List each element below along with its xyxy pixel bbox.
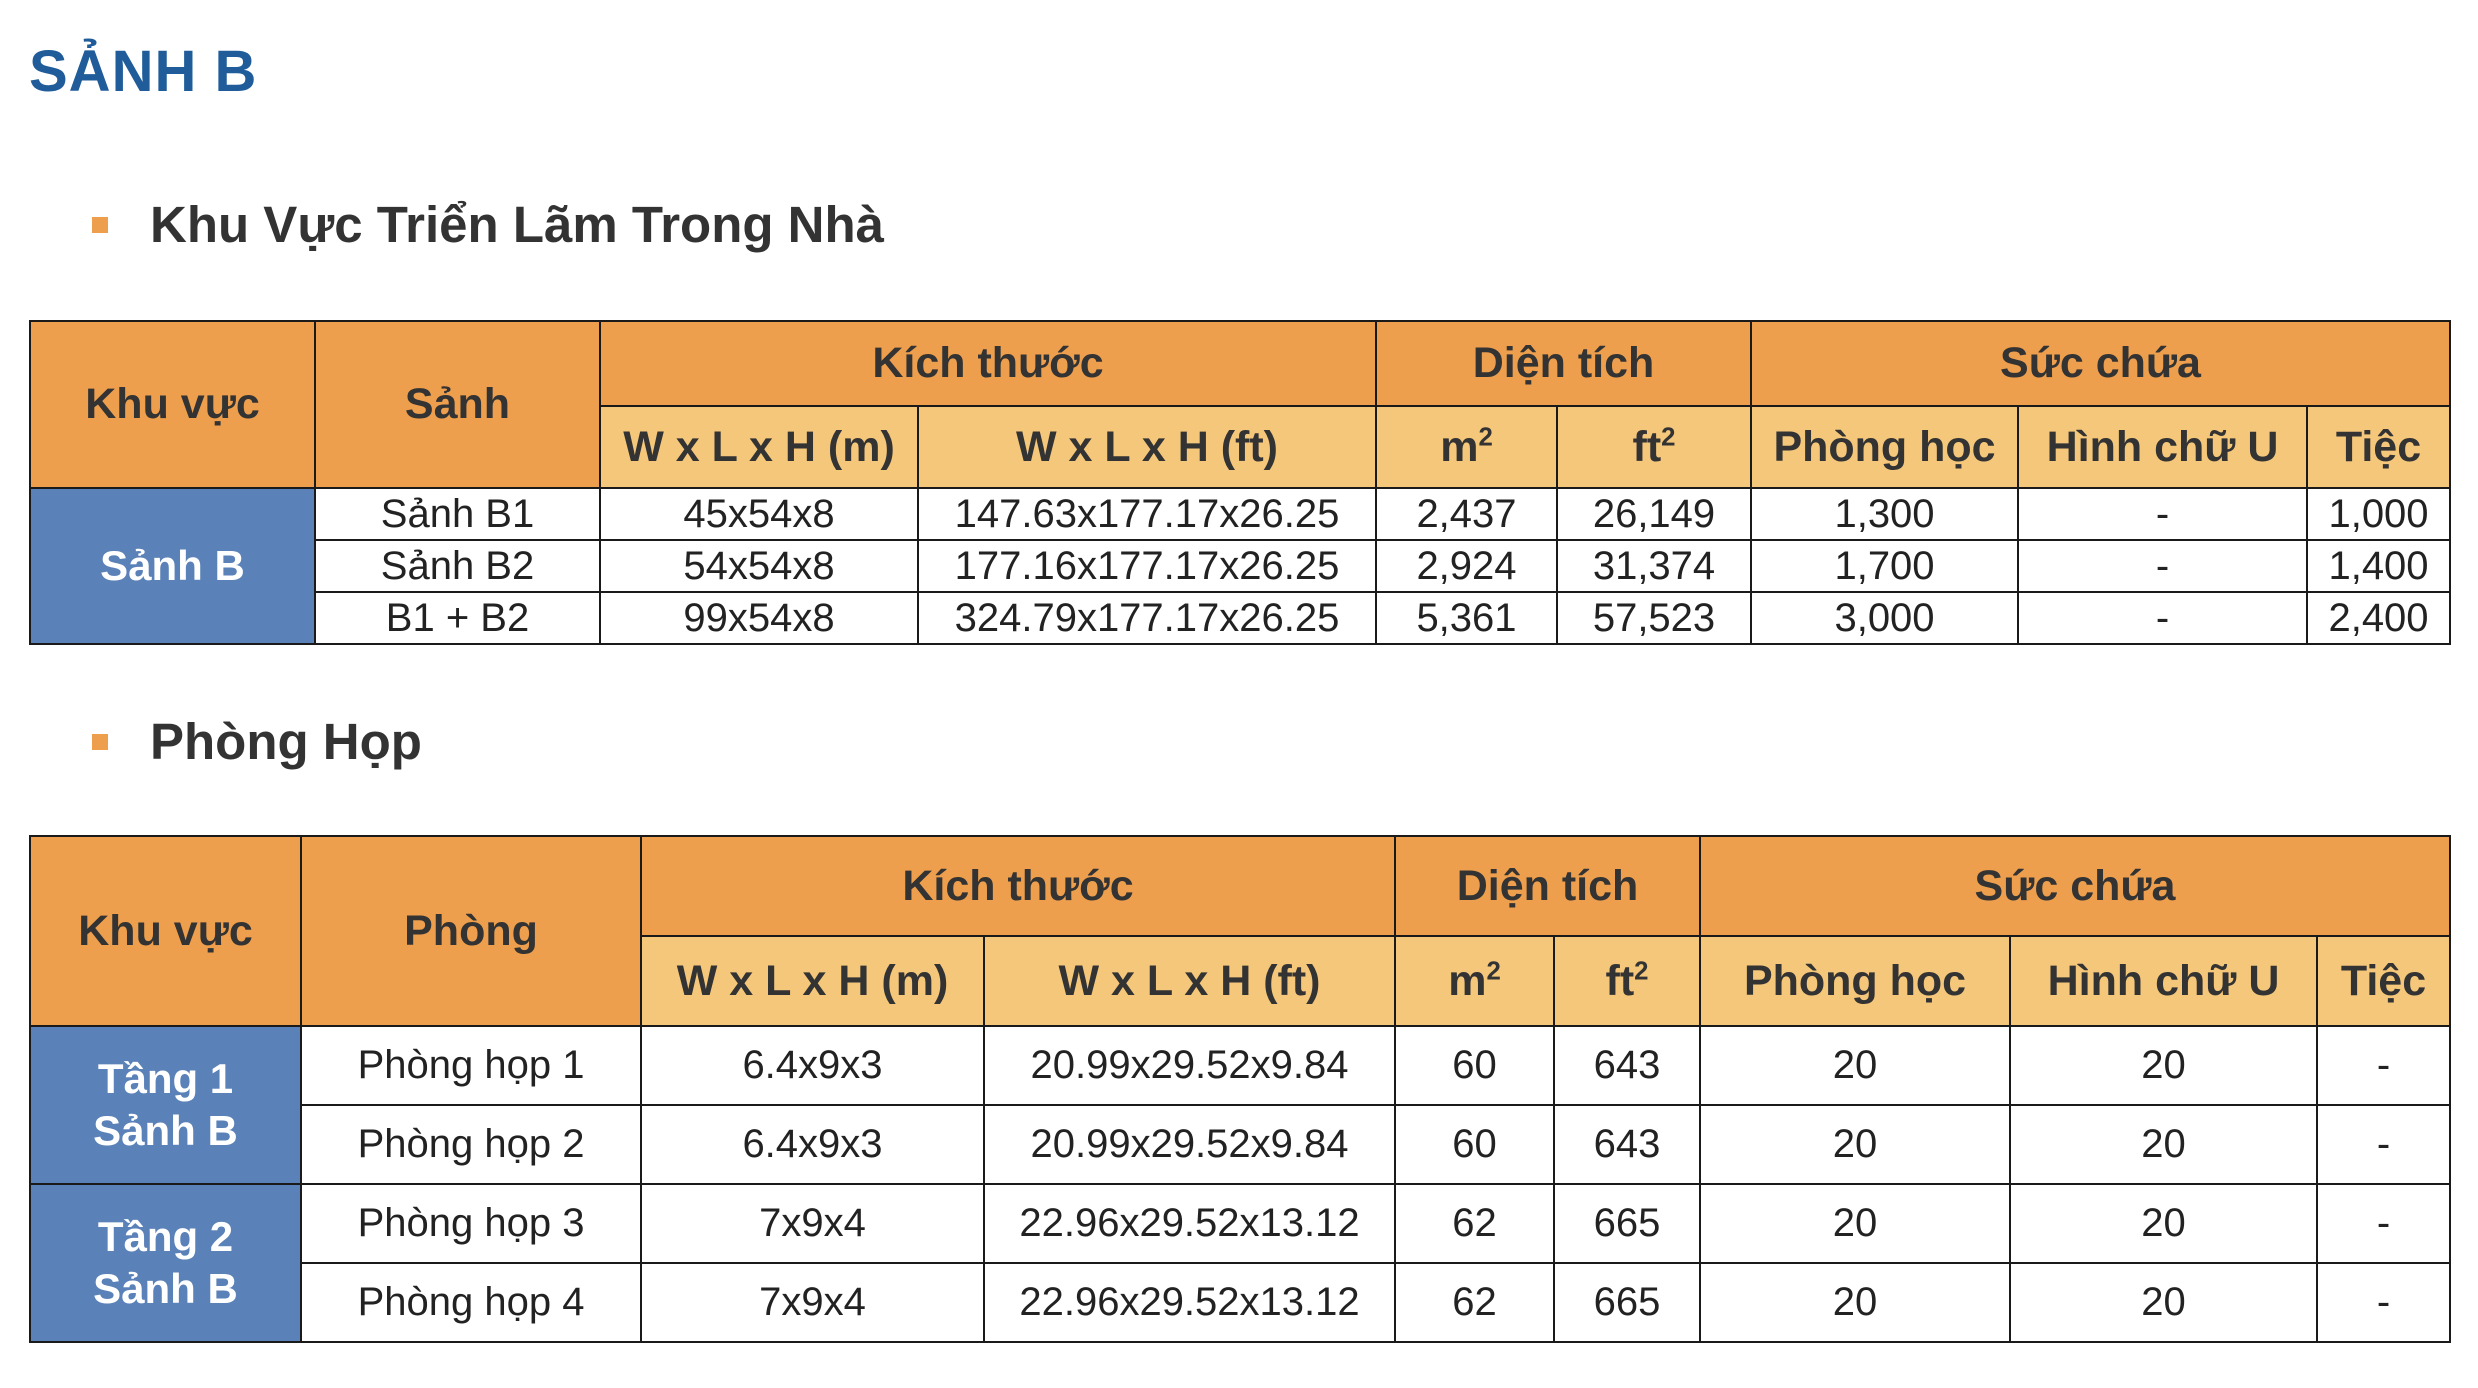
header-banquet: Tiệc [2307,406,2450,488]
header-area: Khu vực [30,321,315,488]
m2-cell: 60 [1395,1105,1554,1184]
size-ft-cell: 22.96x29.52x13.12 [984,1263,1395,1342]
header-room: Phòng [301,836,641,1026]
ft2-cell: 643 [1554,1105,1700,1184]
header-ft2: $ft^2$ [1557,406,1751,488]
room-cell: Phòng họp 3 [301,1184,641,1263]
size-ft-cell: 177.16x177.17x26.25 [918,540,1376,592]
room-cell: Phòng họp 1 [301,1026,641,1105]
banquet-cell: - [2317,1105,2450,1184]
classroom-cell: 20 [1700,1263,2010,1342]
section-heading-meeting-rooms [92,712,422,771]
size-ft-cell: 22.96x29.52x13.12 [984,1184,1395,1263]
ft2-cell: 665 [1554,1184,1700,1263]
bullet-icon [92,217,108,233]
header-hall: Sảnh [315,321,600,488]
area-hall: Sảnh B [93,1265,238,1312]
m2-cell: 62 [1395,1263,1554,1342]
ft2-cell: 643 [1554,1026,1700,1105]
classroom-cell: 1,700 [1751,540,2018,592]
size-m-cell: 6.4x9x3 [641,1026,984,1105]
ft2-cell: 57,523 [1557,592,1751,644]
page-title: SẢNH B [29,39,258,104]
table-row [30,1105,2450,1184]
header-size: Kích thước [641,836,1395,936]
header-m2: $m^2$ [1395,936,1554,1026]
ft2-cell: 665 [1554,1263,1700,1342]
header-capacity: Sức chứa [1700,836,2450,936]
room-cell: Phòng họp 4 [301,1263,641,1342]
table-row [30,1263,2450,1342]
header-ft2: $ft^2$ [1554,936,1700,1026]
size-m-cell: 54x54x8 [600,540,918,592]
area-cell: Sảnh B [30,488,315,644]
area-floor: Tầng 1 [97,1054,234,1102]
meeting-rooms-table [29,835,2451,1343]
header-capacity: Sức chứa [1751,321,2450,406]
classroom-cell: 20 [1700,1184,2010,1263]
section-heading-exhibition [92,195,884,254]
area-cell [30,1184,301,1342]
m2-cell: 5,361 [1376,592,1557,644]
size-m-cell: 99x54x8 [600,592,918,644]
size-ft-cell: 20.99x29.52x9.84 [984,1026,1395,1105]
m2-cell: 2,924 [1376,540,1557,592]
size-m-cell: 7x9x4 [641,1263,984,1342]
banquet-cell: - [2317,1026,2450,1105]
ushape-cell: - [2018,592,2307,644]
bullet-icon [92,734,108,750]
header-classroom: Phòng học [1700,936,2010,1026]
header-size-m: W x L x H (m) [641,936,984,1026]
m2-cell: 60 [1395,1026,1554,1105]
table-row [30,1184,2450,1263]
hall-cell: B1 + B2 [315,592,600,644]
ushape-cell: - [2018,488,2307,540]
size-ft-cell: 147.63x177.17x26.25 [918,488,1376,540]
area-cell [30,1026,301,1184]
header-size-ft: W x L x H (ft) [918,406,1376,488]
size-ft-cell: 324.79x177.17x26.25 [918,592,1376,644]
ft2-cell: 26,149 [1557,488,1751,540]
header-acreage: Diện tích [1376,321,1751,406]
ushape-cell: 20 [2010,1263,2317,1342]
header-m2: $m^2$ [1376,406,1557,488]
section-heading-text: Phòng Họp [150,713,422,770]
area-hall: Sảnh B [93,1107,238,1154]
header-ushape: Hình chữ U [2010,936,2317,1026]
area-floor: Tầng 2 [97,1212,234,1260]
table-row [30,540,2450,592]
classroom-cell: 3,000 [1751,592,2018,644]
header-size-ft: W x L x H (ft) [984,936,1395,1026]
banquet-cell: 1,400 [2307,540,2450,592]
header-size: Kích thước [600,321,1376,406]
table-row [30,592,2450,644]
ft2-cell: 31,374 [1557,540,1751,592]
m2-cell: 2,437 [1376,488,1557,540]
ushape-cell: - [2018,540,2307,592]
hall-cell: Sảnh B2 [315,540,600,592]
ushape-cell: 20 [2010,1184,2317,1263]
size-m-cell: 7x9x4 [641,1184,984,1263]
header-area: Khu vực [30,836,301,1026]
exhibition-table [29,320,2451,645]
m2-cell: 62 [1395,1184,1554,1263]
table-row [30,1026,2450,1105]
header-banquet: Tiệc [2317,936,2450,1026]
size-ft-cell: 20.99x29.52x9.84 [984,1105,1395,1184]
room-cell: Phòng họp 2 [301,1105,641,1184]
classroom-cell: 20 [1700,1105,2010,1184]
classroom-cell: 20 [1700,1026,2010,1105]
banquet-cell: - [2317,1263,2450,1342]
section-heading-text: Khu Vực Triển Lãm Trong Nhà [150,196,885,253]
hall-cell: Sảnh B1 [315,488,600,540]
banquet-cell: 2,400 [2307,592,2450,644]
banquet-cell: 1,000 [2307,488,2450,540]
header-acreage: Diện tích [1395,836,1700,936]
header-classroom: Phòng học [1751,406,2018,488]
header-size-m: W x L x H (m) [600,406,918,488]
classroom-cell: 1,300 [1751,488,2018,540]
banquet-cell: - [2317,1184,2450,1263]
table-row [30,488,2450,540]
size-m-cell: 6.4x9x3 [641,1105,984,1184]
ushape-cell: 20 [2010,1105,2317,1184]
size-m-cell: 45x54x8 [600,488,918,540]
ushape-cell: 20 [2010,1026,2317,1105]
header-ushape: Hình chữ U [2018,406,2307,488]
